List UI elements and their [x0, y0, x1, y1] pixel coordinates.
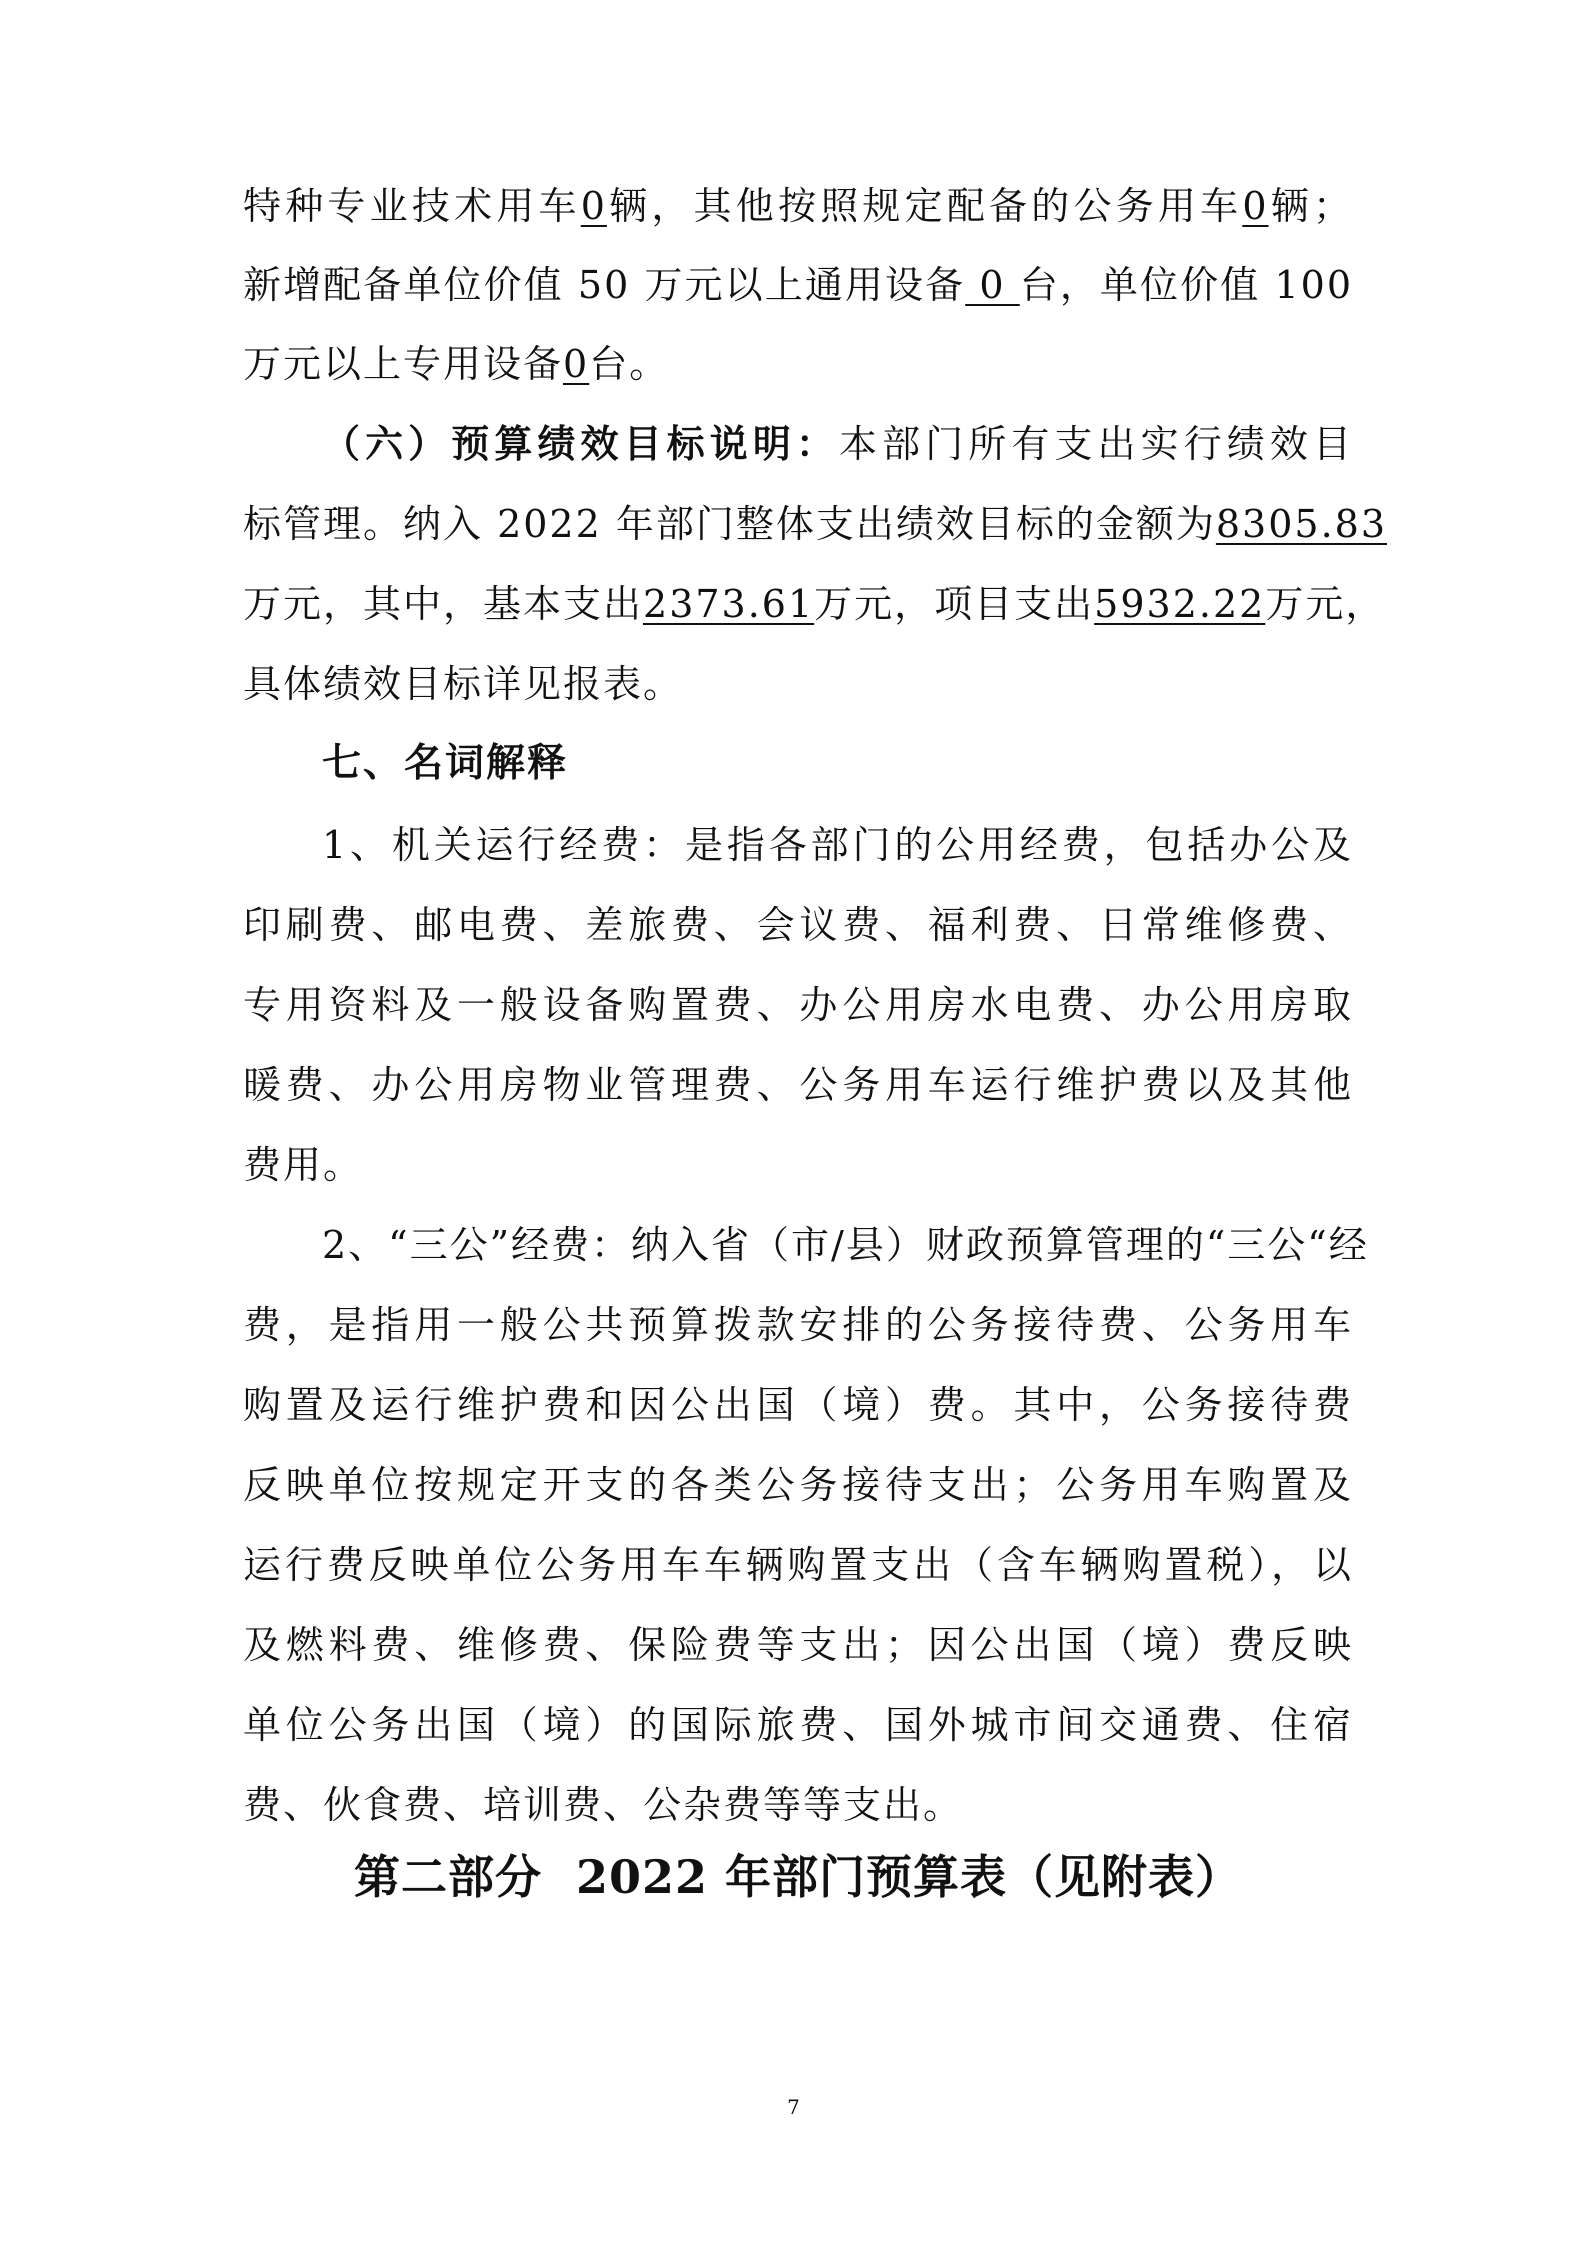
text-span: 万元，项目支出	[814, 582, 1095, 626]
text-line: 1、机关运行经费：是指各部门的公用经费，包括办公及	[322, 823, 1353, 867]
text-line: 及燃料费、维修费、保险费等支出；因公出国（境）费反映	[243, 1623, 1353, 1667]
text-span: 万元，	[1265, 582, 1386, 626]
text-span: 标管理。纳入 2022 年部门整体支出绩效目标的金额为	[243, 502, 1216, 546]
underlined-value: 0	[965, 263, 1020, 307]
text-line: 2、“三公”经费：纳入省（市/县）财政预算管理的“三公“经	[322, 1223, 1369, 1267]
text-line	[243, 494, 1388, 554]
text-span: 万元，其中，基本支出	[243, 582, 644, 626]
page-number: 7	[787, 2095, 800, 2119]
underlined-value: 2373.61	[643, 582, 815, 626]
text-line: 购置及运行维护费和因公出国（境）费。其中，公务接待费	[243, 1383, 1353, 1427]
section-heading: 七、名词解释	[322, 741, 569, 786]
text-line	[322, 414, 1353, 474]
underlined-value: 0	[580, 184, 607, 228]
text-line	[243, 255, 1353, 315]
text-span: 本部门所有支出实行绩效目	[839, 422, 1353, 466]
text-span: 台。	[589, 342, 670, 386]
text-span: 万元以上专用设备	[243, 342, 564, 386]
text-span: 特种专业技术用车	[243, 184, 581, 228]
text-line: 具体绩效目标详见报表。	[243, 662, 684, 706]
underlined-value: 5932.22	[1094, 582, 1266, 626]
text-line: 专用资料及一般设备购置费、办公用房水电费、办公用房取	[243, 983, 1353, 1027]
text-line	[243, 574, 1386, 634]
text-line	[243, 334, 1353, 394]
text-span: 台，单位价值 100	[1019, 263, 1353, 307]
text-line: 单位公务出国（境）的国际旅费、国外城市间交通费、住宿	[243, 1703, 1353, 1747]
text-line: 费用。	[243, 1143, 364, 1187]
part-title: 第二部分 2022 年部门预算表（见附表）	[353, 1850, 1243, 1904]
underlined-value: 8305.83	[1215, 502, 1388, 546]
text-line: 暖费、办公用房物业管理费、公务用车运行维护费以及其他	[243, 1063, 1353, 1107]
text-line	[243, 176, 1353, 236]
text-span: 辆；	[1268, 184, 1353, 228]
underlined-value: 0	[1242, 184, 1269, 228]
text-line: 费、伙食费、培训费、公杂费等等支出。	[243, 1783, 964, 1827]
text-span: 新增配备单位价值 50 万元以上通用设备	[243, 263, 966, 307]
text-span: 辆，其他按照规定配备的公务用车	[606, 184, 1243, 228]
text-line: 运行费反映单位公务用车车辆购置支出（含车辆购置税），以	[243, 1543, 1353, 1587]
underlined-value: 0	[563, 342, 590, 386]
subsection-label: （六）预算绩效目标说明：	[322, 421, 840, 466]
text-line: 反映单位按规定开支的各类公务接待支出；公务用车购置及	[243, 1463, 1353, 1507]
text-line: 费，是指用一般公共预算拨款安排的公务接待费、公务用车	[243, 1303, 1353, 1347]
text-line: 印刷费、邮电费、差旅费、会议费、福利费、日常维修费、	[243, 903, 1353, 947]
